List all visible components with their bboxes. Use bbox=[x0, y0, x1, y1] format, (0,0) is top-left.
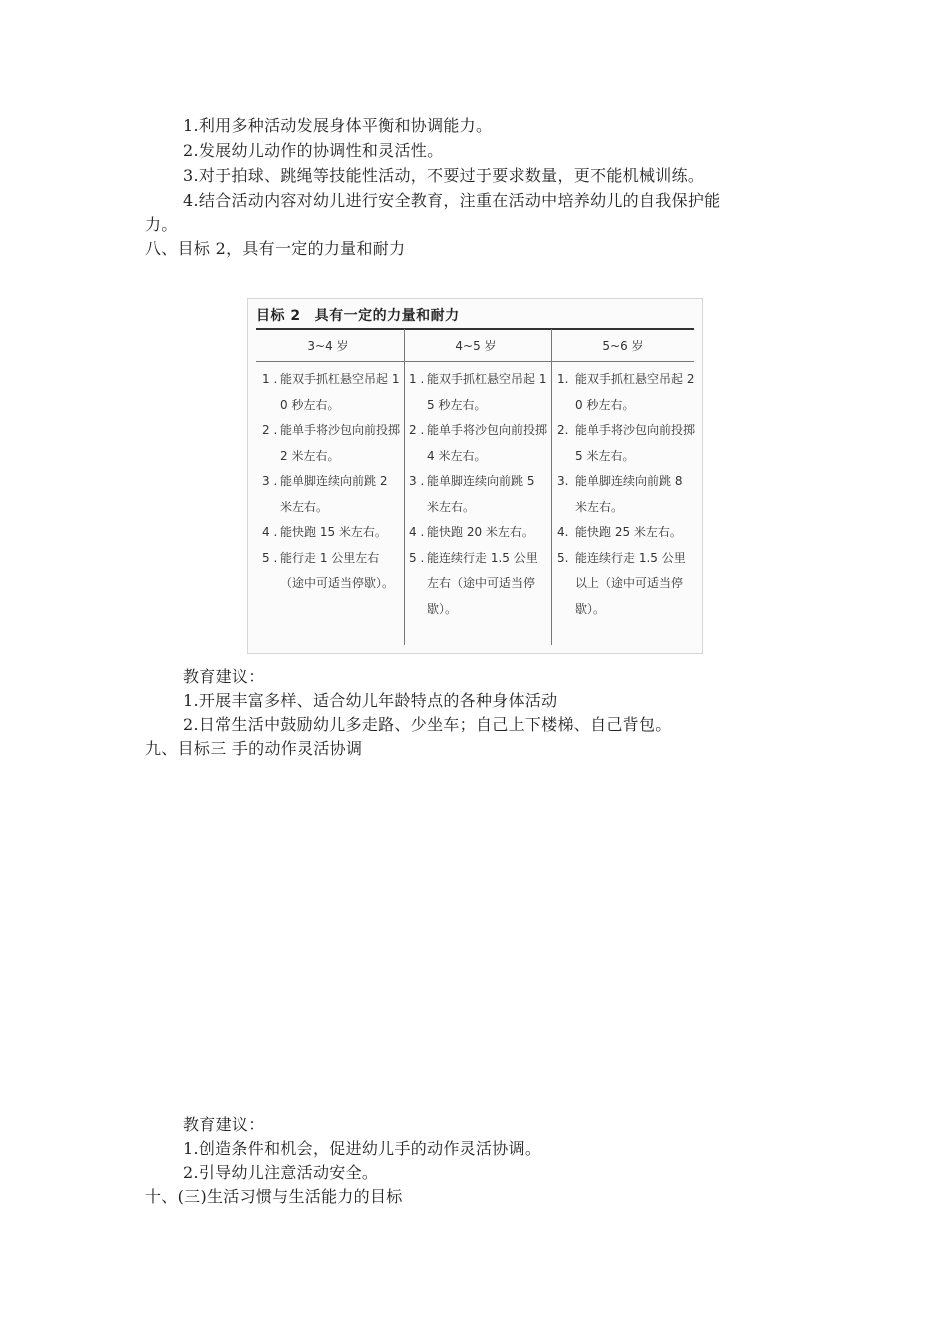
suggestion-item-2: 2.发展幼儿动作的协调性和灵活性。 bbox=[183, 141, 444, 160]
section-heading-9: 九、目标三 手的动作灵活协调 bbox=[145, 739, 363, 758]
edu-label-1: 教育建议： bbox=[183, 667, 265, 686]
table-col-divider-2 bbox=[551, 329, 552, 645]
table-col-3-4 bbox=[262, 367, 400, 597]
table-title bbox=[256, 305, 460, 325]
edu-1-item-1: 1.开展丰富多样、适合幼儿年龄特点的各种身体活动 bbox=[183, 691, 558, 710]
table-header-3-4: 3~4 岁 bbox=[307, 339, 349, 353]
table-item: 3 . 能单脚连续向前跳 2 米左右。 bbox=[262, 474, 388, 514]
table-item: 2 . 能单手将沙包向前投掷 4 米左右。 bbox=[409, 423, 548, 463]
suggestion-item-3: 3.对于拍球、跳绳等技能性活动，不要过于要求数量，更不能机械训练。 bbox=[183, 166, 705, 185]
section-heading-10: 十、(三)生活习惯与生活能力的目标 bbox=[145, 1187, 403, 1206]
table-title-text: 具有一定的力量和耐力 bbox=[314, 308, 460, 324]
suggestion-item-1: 1.利用多种活动发展身体平衡和协调能力。 bbox=[183, 116, 493, 135]
table-item: 2 . 能单手将沙包向前投掷 2 米左右。 bbox=[262, 423, 401, 463]
table-header-4-5: 4~5 岁 bbox=[455, 339, 497, 353]
table-item: 5 . 能连续行走 1.5 公里左右（途中可适当停歇）。 bbox=[409, 550, 538, 616]
section-heading-8: 八、目标 2，具有一定的力量和耐力 bbox=[145, 239, 406, 258]
table-item: 1 . 能双手抓杠悬空吊起 15 秒左右。 bbox=[409, 372, 547, 412]
table-header-5-6: 5~6 岁 bbox=[602, 339, 644, 353]
table-col-4-5 bbox=[409, 367, 547, 622]
table-item: 4 . 能快跑 20 米左右。 bbox=[409, 525, 534, 539]
table-item: 4 . 能快跑 15 米左右。 bbox=[262, 525, 387, 539]
table-item: 5. 能连续行走 1.5 公里以上（途中可适当停歇）。 bbox=[557, 550, 686, 616]
edu-label-2: 教育建议： bbox=[183, 1115, 265, 1134]
table-item: 2. 能单手将沙包向前投掷 5 米左右。 bbox=[557, 423, 696, 463]
table-item: 1 . 能双手抓杠悬空吊起 10 秒左右。 bbox=[262, 372, 400, 412]
table-item: 3. 能单脚连续向前跳 8 米左右。 bbox=[557, 474, 683, 514]
table-item: 4. 能快跑 25 米左右。 bbox=[557, 525, 682, 539]
table-title-goal: 目标 2 bbox=[256, 308, 301, 324]
table-header-rule bbox=[256, 361, 694, 362]
goal2-table-image bbox=[247, 298, 703, 654]
edu-2-item-1: 1.创造条件和机会，促进幼儿手的动作灵活协调。 bbox=[183, 1139, 542, 1158]
table-item: 1. 能双手抓杠悬空吊起 20 秒左右。 bbox=[557, 372, 695, 412]
suggestion-item-4: 4.结合活动内容对幼儿进行安全教育，注重在活动中培养幼儿的自我保护能 bbox=[183, 191, 721, 210]
table-item: 3 . 能单脚连续向前跳 5 米左右。 bbox=[409, 474, 535, 514]
table-col-5-6 bbox=[557, 367, 695, 622]
edu-2-item-2: 2.引导幼儿注意活动安全。 bbox=[183, 1163, 379, 1182]
table-item: 5 . 能行走 1 公里左右（途中可适当停歇）。 bbox=[262, 550, 395, 590]
table-top-rule bbox=[256, 328, 694, 330]
table-col-divider-1 bbox=[404, 329, 405, 645]
edu-1-item-2: 2.日常生活中鼓励幼儿多走路、少坐车；自己上下楼梯、自己背包。 bbox=[183, 715, 672, 734]
suggestion-item-4-cont: 力。 bbox=[145, 215, 178, 234]
